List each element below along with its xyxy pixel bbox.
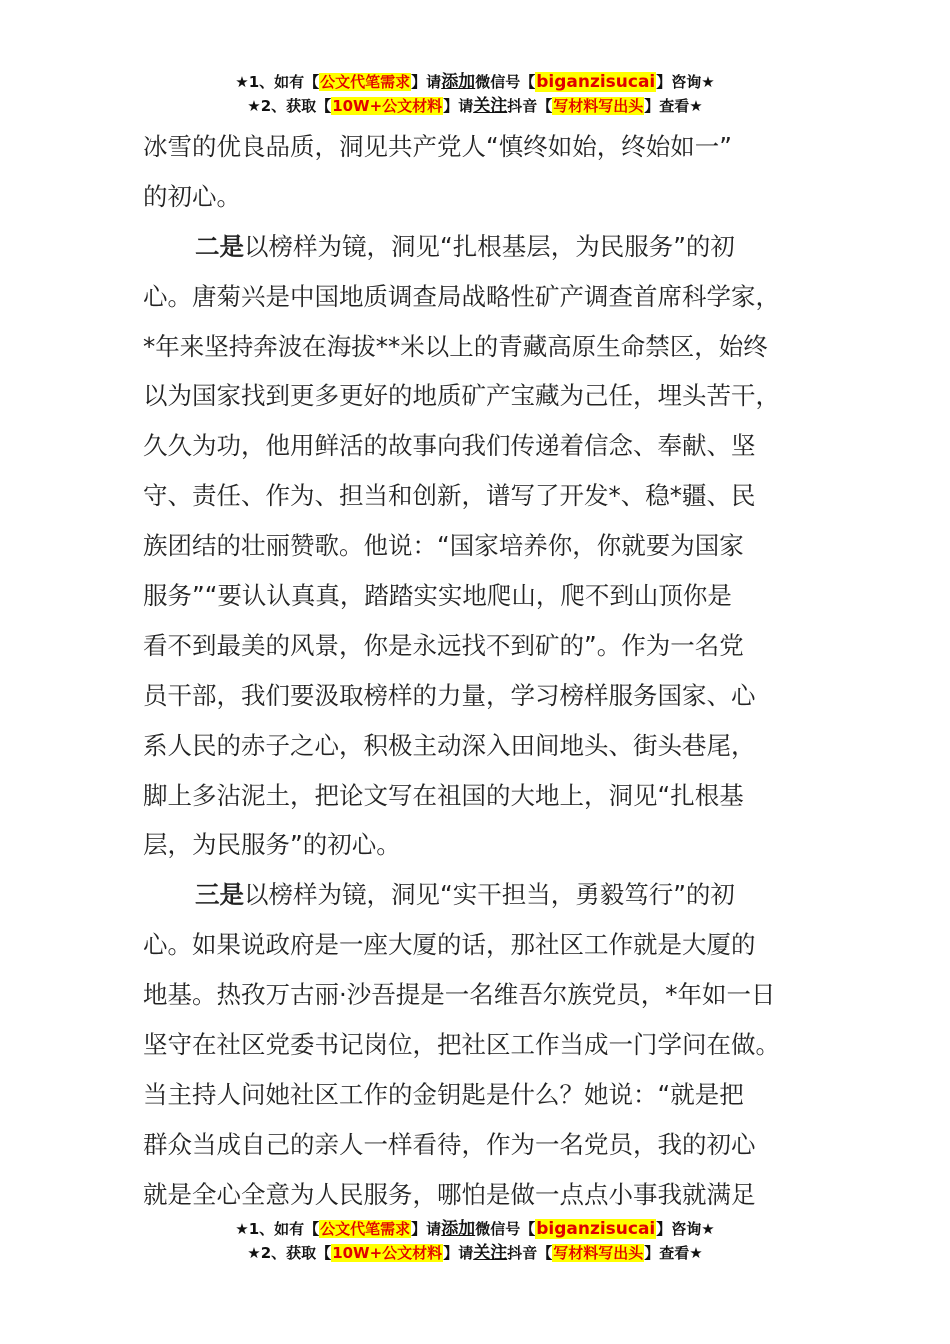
text-line: 就是全心全意为人民服务，哪怕是做一点点小事我就满足 <box>143 1179 756 1209</box>
banner-text: 微信号【 <box>475 1220 536 1238</box>
section-lead: 三是 <box>195 880 244 910</box>
add-text: 添加 <box>441 1219 476 1239</box>
text-line: 员干部，我们要汲取榜样的力量，学习榜样服务国家、心 <box>143 680 756 710</box>
banner-text: 2、获取【 <box>260 1244 332 1262</box>
text-line <box>143 222 808 272</box>
text-line <box>143 870 808 920</box>
text-line: 群众当成自己的亲人一样看待，作为一名党员，我的初心 <box>143 1129 756 1159</box>
text-line: 服务”“要认认真真，踏踏实实地爬山，爬不到山顶你是 <box>143 581 732 611</box>
banner-line-1 <box>0 70 950 94</box>
banner-text: 1、如有【 <box>248 1220 320 1238</box>
douyin-account: 写材料写出头 <box>553 97 644 115</box>
banner-text: 2、获取【 <box>260 97 332 115</box>
wechat-id: biganzisucai <box>536 72 656 92</box>
section-text: 以榜样为镜，洞见“实干担当，勇毅笃行”的初 <box>244 880 735 910</box>
highlight-materials: 10W+公文材料 <box>332 97 443 115</box>
follow-text: 关注 <box>473 1243 508 1263</box>
banner-line-2 <box>0 94 950 118</box>
footer-banner <box>0 1217 950 1265</box>
banner-text: 抖音【 <box>507 1244 553 1262</box>
highlight-service: 公文代笔需求 <box>320 1220 411 1238</box>
banner-text: 】请 <box>411 73 442 91</box>
banner-text: 微信号【 <box>475 73 536 91</box>
star-icon: ★ <box>247 1244 261 1262</box>
text-line: 当主持人问她社区工作的金钥匙是什么？她说：“就是把 <box>143 1079 744 1109</box>
banner-text: 】请 <box>411 1220 442 1238</box>
banner-text: 抖音【 <box>507 97 553 115</box>
banner-text: 】咨询★ <box>656 1220 715 1238</box>
text-line: 守、责任、作为、担当和创新，谱写了开发*、稳*疆、民 <box>143 481 756 511</box>
header-banner <box>0 70 950 118</box>
star-icon: ★ <box>247 97 261 115</box>
section-lead: 二是 <box>195 231 244 261</box>
text-line: 久久为功，他用鲜活的故事向我们传递着信念、奉献、坚 <box>143 431 756 461</box>
text-line: 的初心。 <box>143 181 241 211</box>
text-line: 以为国家找到更多更好的地质矿产宝藏为己任，埋头苦干， <box>143 381 780 411</box>
text-line: 系人民的赤子之心，积极主动深入田间地头、街头巷尾， <box>143 730 756 760</box>
text-line: 冰雪的优良品质，洞见共产党人“慎终如始，终始如一” <box>143 132 732 161</box>
section-text: 以榜样为镜，洞见“扎根基层，为民服务”的初 <box>244 231 735 261</box>
star-icon: ★ <box>235 73 249 91</box>
text-line: 脚上多沾泥土，把论文写在祖国的大地上，洞见“扎根基 <box>143 780 744 810</box>
highlight-materials: 10W+公文材料 <box>332 1244 443 1262</box>
banner-line-1 <box>0 1217 950 1241</box>
add-text: 添加 <box>441 72 476 92</box>
highlight-service: 公文代笔需求 <box>320 73 411 91</box>
banner-text: 】查看★ <box>644 1244 703 1262</box>
text-line: 族团结的壮丽赞歌。他说：“国家培养你，你就要为国家 <box>143 531 744 561</box>
follow-text: 关注 <box>473 96 508 116</box>
banner-text: 】请 <box>443 97 474 115</box>
text-line: 层，为民服务”的初心。 <box>143 830 401 860</box>
douyin-account: 写材料写出头 <box>553 1244 644 1262</box>
text-line: 地基。热孜万古丽·沙吾提是一名维吾尔族党员，*年如一日 <box>143 980 776 1010</box>
banner-line-2 <box>0 1241 950 1265</box>
text-line: *年来坚持奔波在海拔**米以上的青藏高原生命禁区，始终 <box>143 331 768 361</box>
banner-text: 】咨询★ <box>656 73 715 91</box>
banner-text: 1、如有【 <box>248 73 320 91</box>
document-body <box>143 122 808 1220</box>
text-line: 心。如果说政府是一座大厦的话，那社区工作就是大厦的 <box>143 930 756 960</box>
text-line: 坚守在社区党委书记岗位，把社区工作当成一门学问在做。 <box>143 1030 780 1060</box>
text-line: 心。唐菊兴是中国地质调查局战略性矿产调查首席科学家， <box>143 281 780 311</box>
wechat-id: biganzisucai <box>536 1219 656 1239</box>
banner-text: 】请 <box>443 1244 474 1262</box>
star-icon: ★ <box>235 1220 249 1238</box>
banner-text: 】查看★ <box>644 97 703 115</box>
text-line: 看不到最美的风景，你是永远找不到矿的”。作为一名党 <box>143 630 744 660</box>
